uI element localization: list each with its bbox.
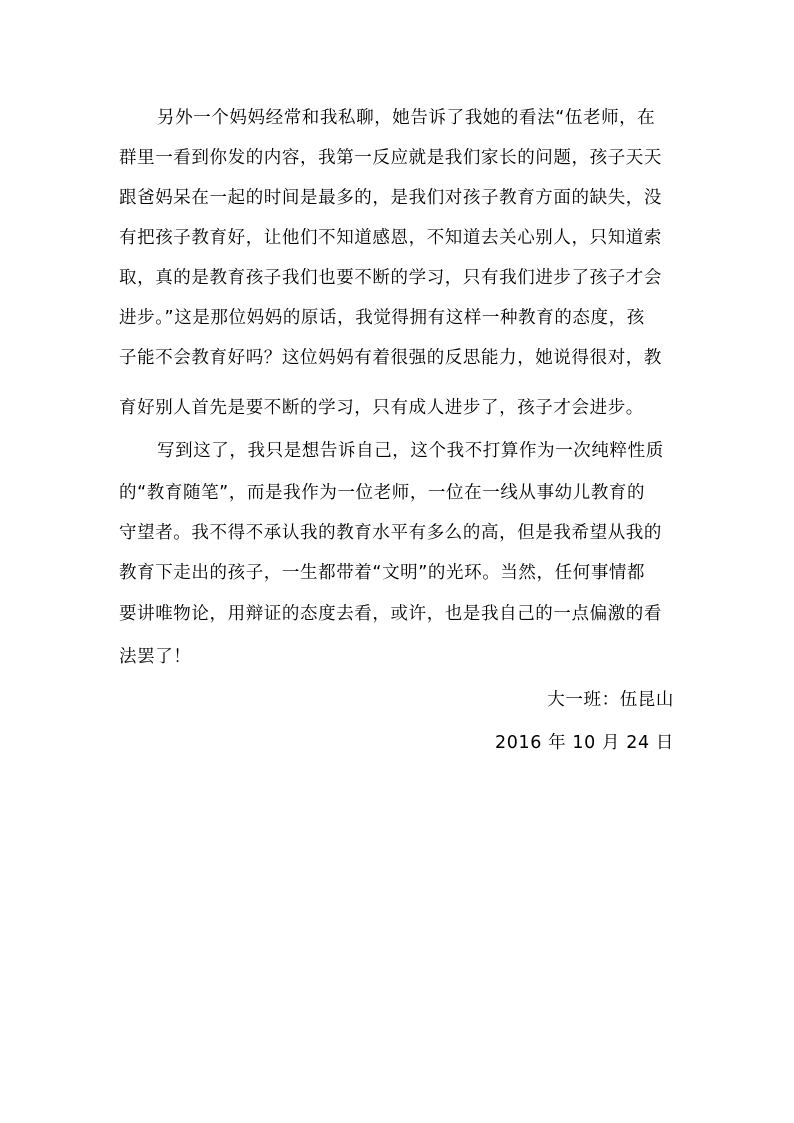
- paragraph-1-line-5: 取，真的是教育孩子我们也要不断的学习，只有我们进步了孩子才会: [119, 268, 662, 288]
- paragraph-2-line-2: 的“教育随笔”，而是我作为一位老师，一位在一线从事幼儿教育的: [119, 483, 646, 503]
- paragraph-2-line-6: 法罢了！: [119, 647, 192, 667]
- paragraph-1-line-1: 另外一个妈妈经常和我私聊，她告诉了我她的看法“伍老师，在: [157, 108, 656, 128]
- paragraph-1-line-2: 群里一看到你发的内容，我第一反应就是我们家长的问题，孩子天天: [119, 148, 662, 168]
- paragraph-2-line-4: 教育下走出的孩子，一生都带着“文明”的光环。当然，任何事情都: [119, 563, 646, 583]
- paragraph-1-line-7: 子能不会教育好吗？这位妈妈有着很强的反思能力，她说得很对，教: [119, 348, 662, 368]
- paragraph-2-line-3: 守望者。我不得不承认我的教育水平有多么的高，但是我希望从我的: [119, 523, 662, 543]
- paragraph-2-line-5: 要讲唯物论，用辩证的态度去看，或许，也是我自己的一点偏激的看: [119, 604, 662, 624]
- signature-date: 2016 年 10 月 24 日: [495, 733, 674, 753]
- author-signature: 大一班：伍昆山: [547, 690, 674, 710]
- paragraph-1-line-6: 进步。”这是那位妈妈的原话，我觉得拥有这样一种教育的态度，孩: [119, 308, 645, 328]
- paragraph-1-line-3: 跟爸妈呆在一起的时间是最多的，是我们对孩子教育方面的缺失，没: [119, 188, 662, 208]
- paragraph-1-line-4: 有把孩子教育好，让他们不知道感恩，不知道去关心别人，只知道索: [119, 228, 662, 248]
- paragraph-2-line-1: 写到这了，我只是想告诉自己，这个我不打算作为一次纯粹性质: [157, 441, 664, 461]
- paragraph-1-line-8: 育好别人首先是要不断的学习，只有成人进步了，孩子才会进步。: [119, 398, 644, 418]
